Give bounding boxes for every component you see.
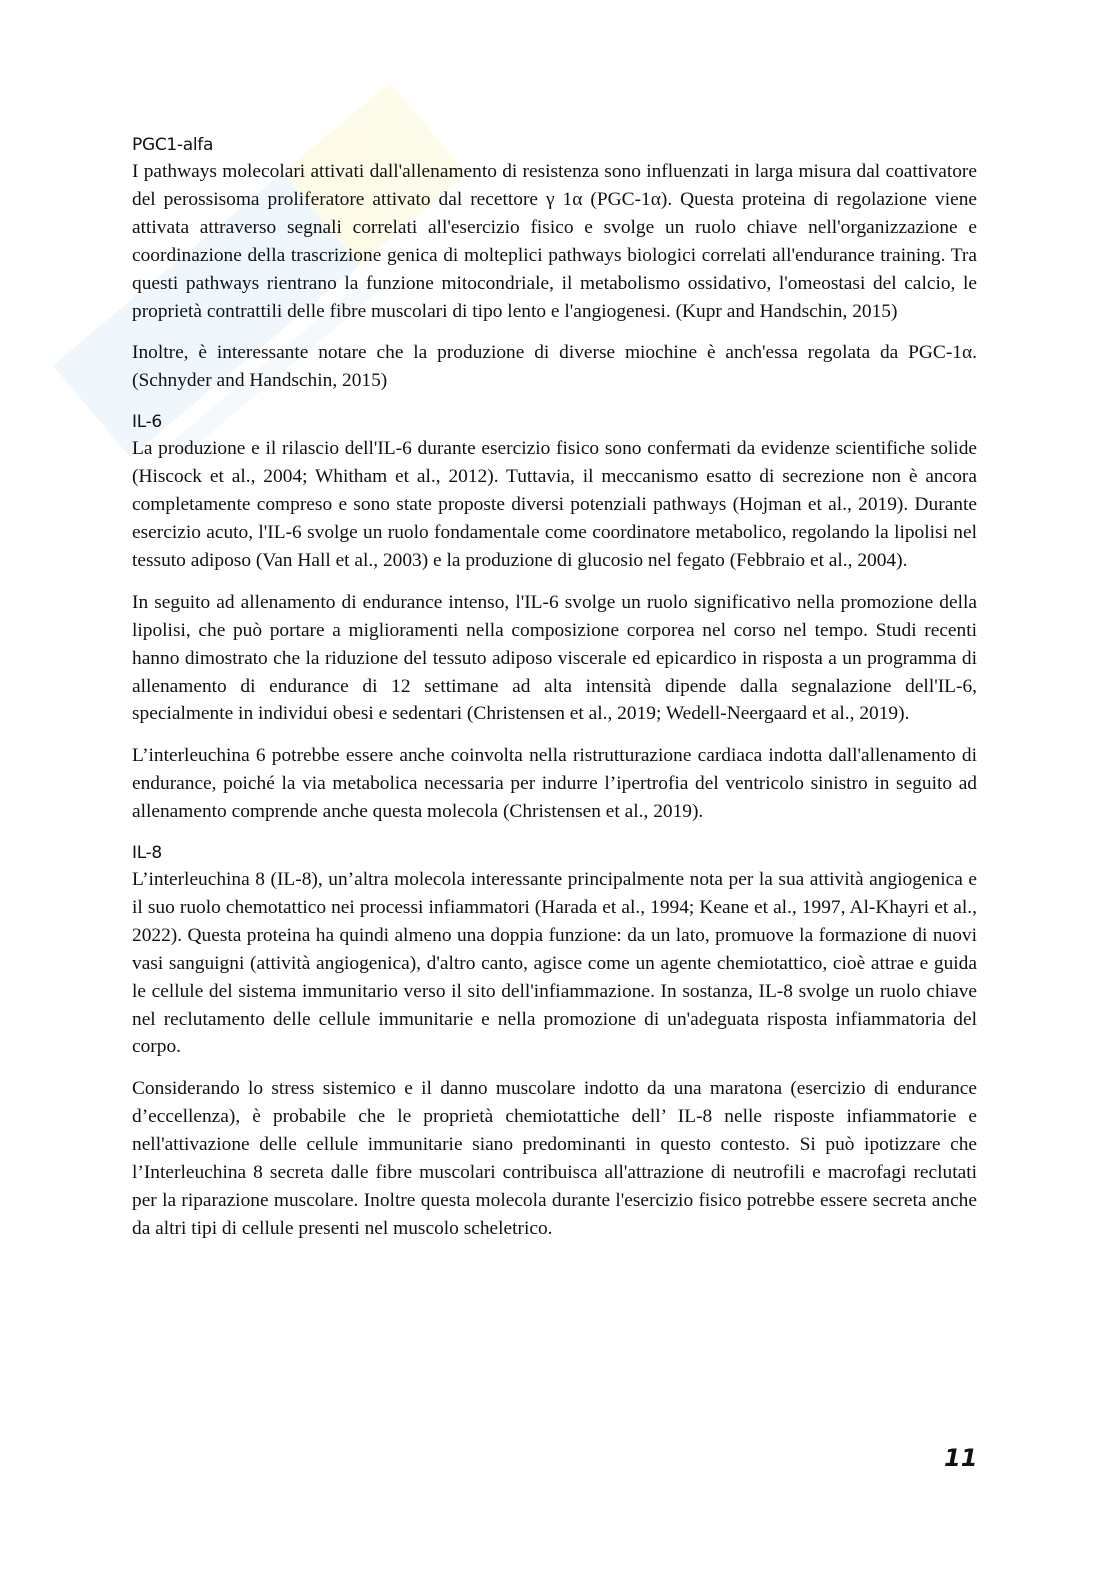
document-body (132, 132, 977, 1257)
section-il-6 (132, 409, 977, 826)
paragraph: In seguito ad allenamento di endurance intenso, l'IL-6 svolge un ruolo significativo nella promozione della lipolisi, che può portare a miglioramenti nella composizione corporea nel corso nel tempo. Studi recenti hanno dimostrato che la riduzione del tessuto adiposo viscerale ed epicardico in risposta a un programma di allenamento di endurance di 12 settimane ad alta intensità dipende dalla segnalazione dell'IL-6, specialmente in individui obesi e sedentari (Christensen et al., 2019; Wedell-Neergaard et al., 2019). (132, 591, 977, 725)
section-il-8 (132, 840, 977, 1243)
page-number: 11 (944, 1444, 978, 1472)
paragraph: La produzione e il rilascio dell'IL-6 durante esercizio fisico sono confermati da evidenze scientifiche solide (Hiscock et al., 2004; Whitham et al., 2012). Tuttavia, il meccanismo esatto di secrezione non è ancora completamente compreso e sono state proposte diversi potenziali pathways (Hojman et al., 2019). Durante esercizio acuto, l'IL-6 svolge un ruolo fondamentale come coordinatore metabolico, regolando la lipolisi nel tessuto adiposo (Van Hall et al., 2003) e la produzione di glucosio nel fegato (Febbraio et al., 2004). (132, 438, 977, 571)
section-heading: IL-6 (132, 412, 162, 433)
paragraph: L’interleuchina 8 (IL-8), un’altra molecola interessante principalmente nota per la sua attività angiogenica e il suo ruolo chemotattico nei processi infiammatori (Harada et al., 1994; Keane et al., 1997, Al-Khayri et al., 2022). Questa proteina ha quindi almeno una doppia funzione: da un lato, promuove la formazione di nuovi vasi sanguigni (attività angiogenica), d'altro canto, agisce come un agente chemiotattico, cioè attrae e guida le cellule del sistema immunitario verso il sito dell'infiammazione. In sostanza, IL-8 svolge un ruolo chiave nel reclutamento delle cellule immunitarie e nella promozione di un'adeguata risposta infiammatoria del corpo. (132, 869, 977, 1058)
paragraph: I pathways molecolari attivati dall'allenamento di resistenza sono influenzati in larga misura dal coattivatore del perossisoma proliferatore attivato dal recettore γ 1α (PGC-1α). Questa proteina di regolazione viene attivata attraverso segnali correlati all'esercizio fisico e svolge un ruolo chiave nell'organizzazione e coordinazione della trascrizione genica di molteplici pathways biologici correlati all'endurance training. Tra questi pathways rientrano la funzione mitocondriale, il metabolismo ossidativo, l'omeostasi del calcio, le proprietà contrattili delle fibre muscolari di tipo lento e l'angiogenesi. (Kupr and Handschin, 2015) (132, 161, 977, 322)
paragraph: Considerando lo stress sistemico e il danno muscolare indotto da una maratona (esercizio di endurance d’eccellenza), è probabile che le proprietà chemiotattiche dell’ IL-8 nelle risposte infiammatorie e nell'attivazione delle cellule immunitarie siano predominanti in questo contesto. Si può ipotizzare che l’Interleuchina 8 secreta dalle fibre muscolari contribuisca all'attrazione di neutrofili e macrofagi reclutati per la riparazione muscolare. Inoltre questa molecola durante l'esercizio fisico potrebbe essere secreta anche da altri tipi di cellule presenti nel muscolo scheletrico. (132, 1078, 977, 1239)
paragraph: L’interleuchina 6 potrebbe essere anche coinvolta nella ristrutturazione cardiaca indotta dall'allenamento di endurance, poiché la via metabolica necessaria per indurre l’ipertrofia del ventricolo sinistro in seguito ad allenamento comprende anche questa molecola (Christensen et al., 2019). (132, 745, 977, 823)
paragraph: Inoltre, è interessante notare che la produzione di diverse miochine è anch'essa regolata da PGC-1α. (Schnyder and Handschin, 2015) (132, 342, 977, 392)
section-heading: PGC1-alfa (132, 135, 214, 155)
section-pgc1-alfa (132, 132, 977, 395)
section-heading: IL-8 (132, 843, 162, 864)
